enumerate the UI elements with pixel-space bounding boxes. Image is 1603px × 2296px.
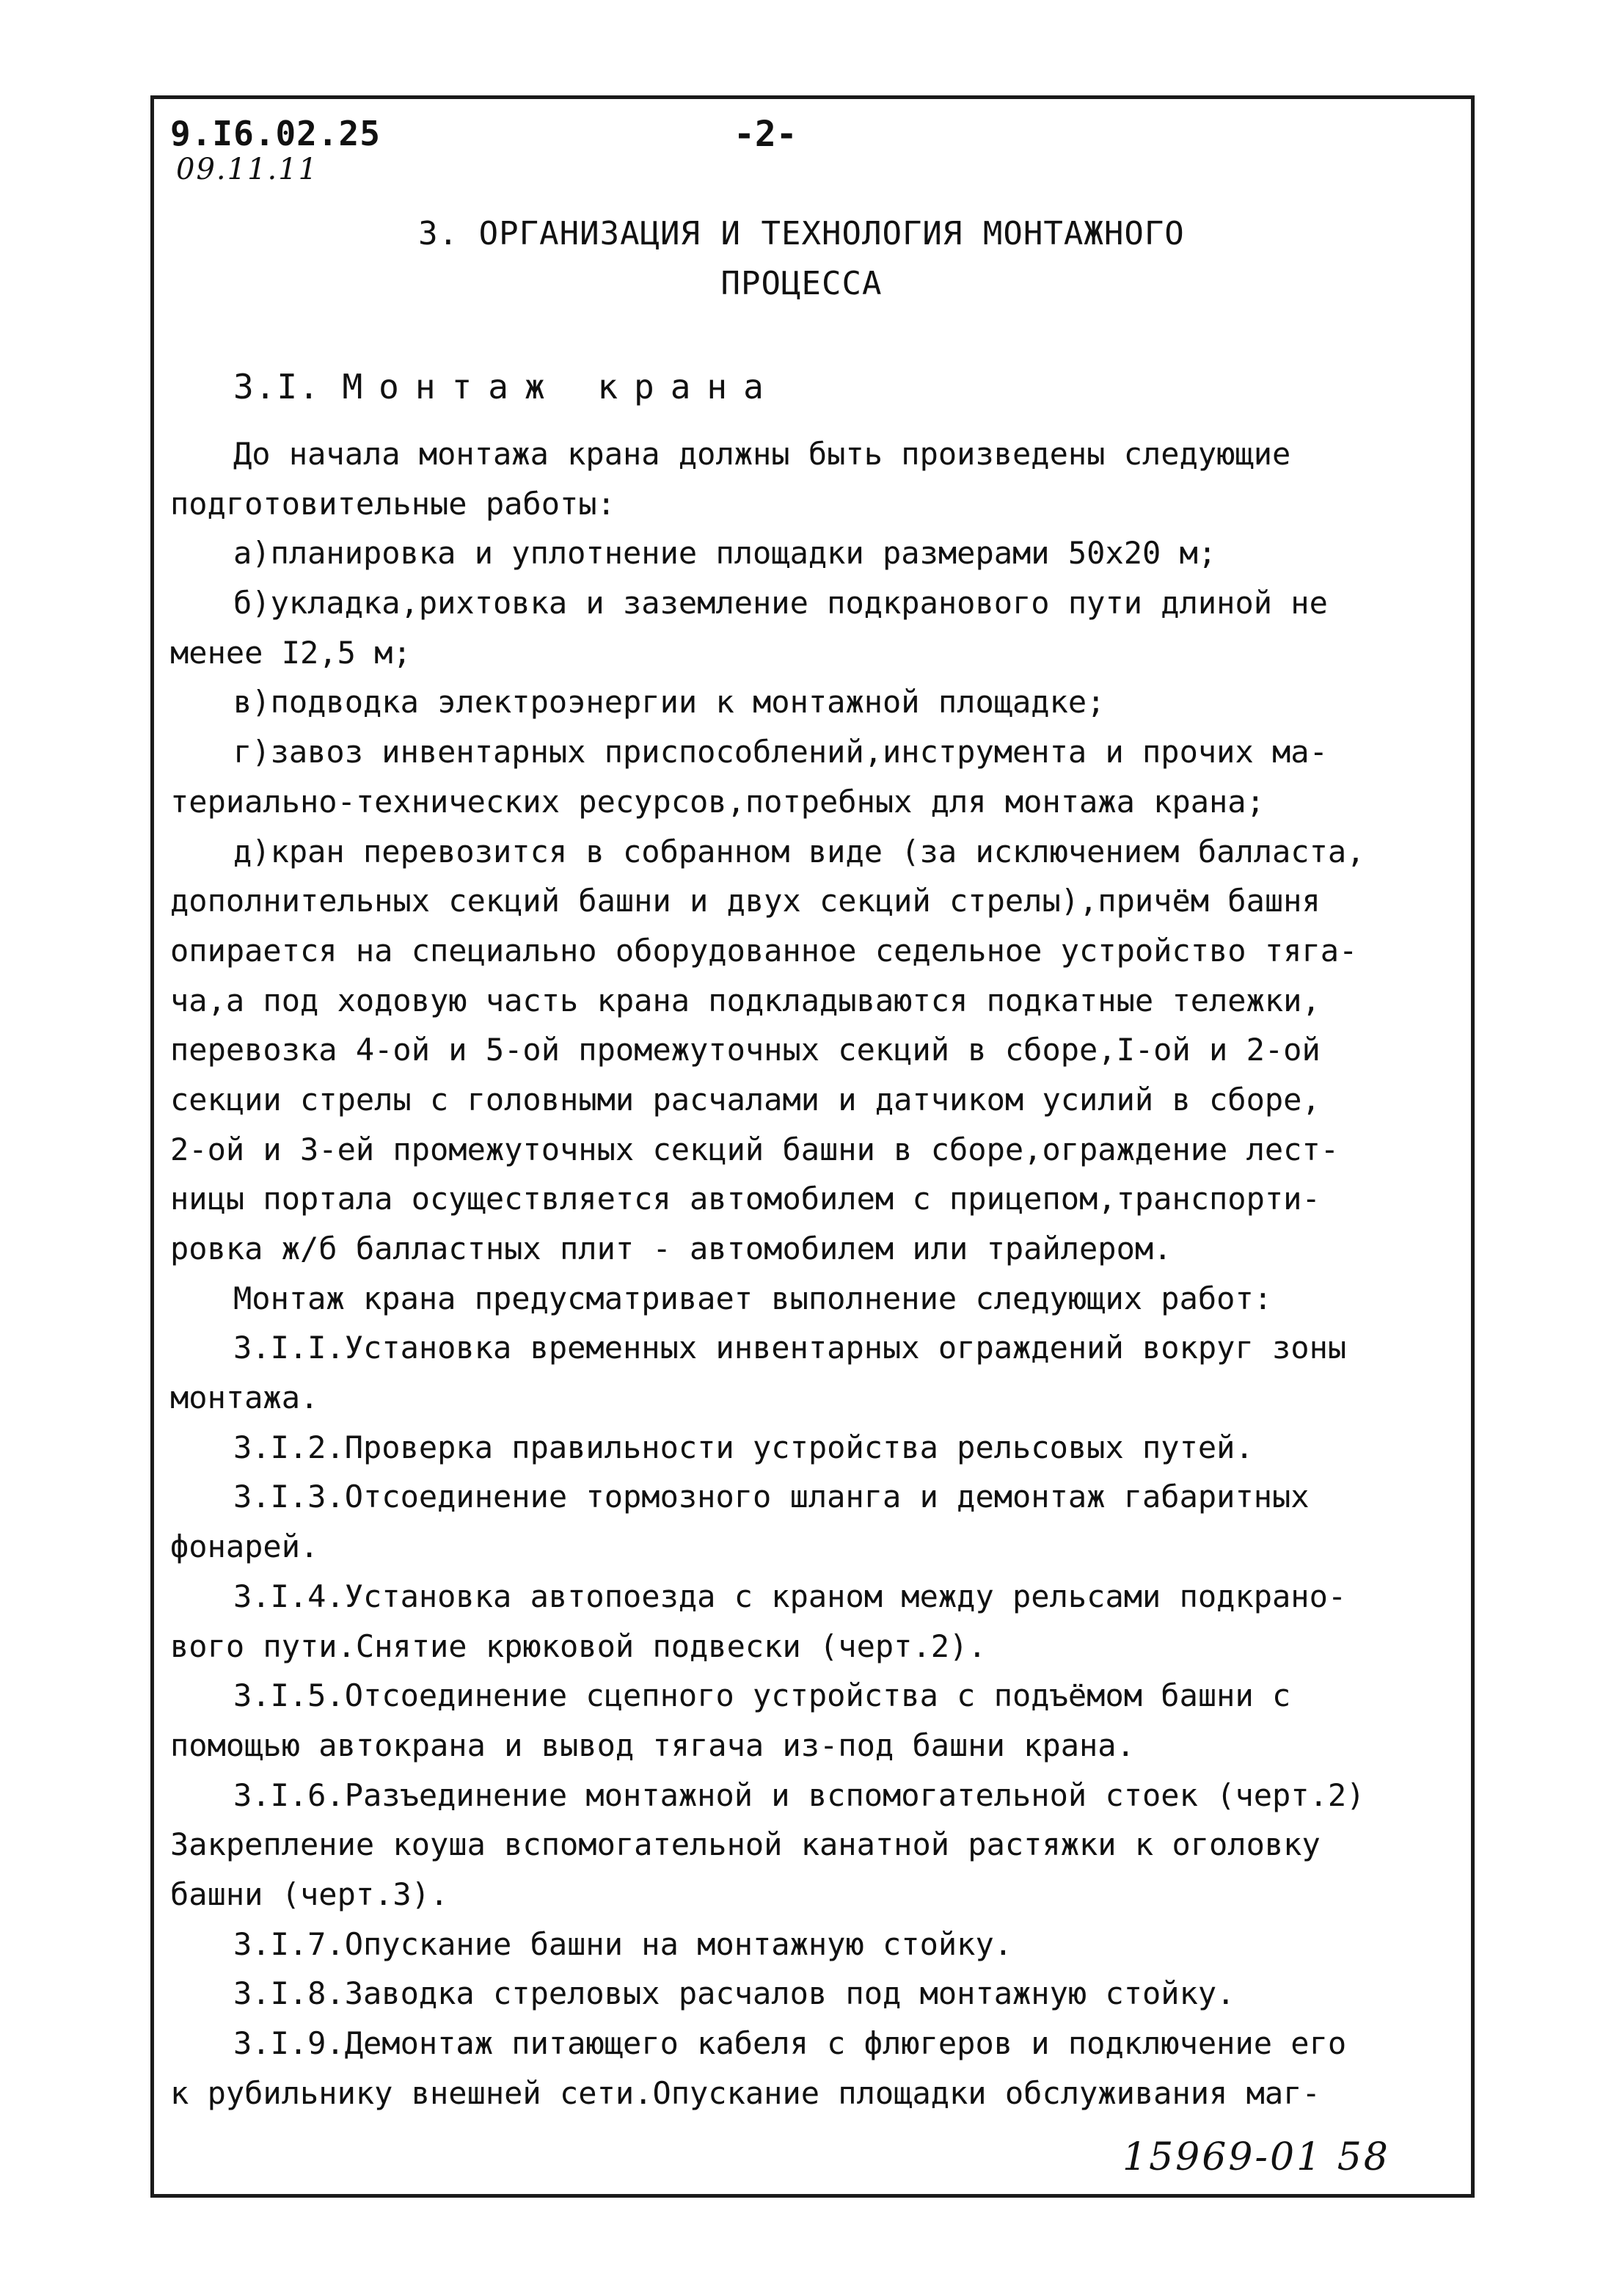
text-line: 3.I.7.Опускание башни на монтажную стойку.	[233, 1925, 1013, 1962]
text-line: ча,а под ходовую часть крана подкладываются подкатные тележки,	[170, 982, 1321, 1018]
text-line: в)подводка электроэнергии к монтажной площадке;	[233, 684, 1106, 721]
text-line: д)кран перевозится в собранном виде (за исключением балласта,	[233, 833, 1365, 870]
text-line: б)укладка,рихтовка и заземление подкранового пути длиной не	[233, 585, 1328, 622]
subsection-heading	[233, 367, 780, 407]
text-line: дополнительных секций башни и двух секций стрелы),причём башня	[170, 883, 1321, 919]
text-line: перевозка 4-ой и 5-ой промежуточных секций в сборе,I-ой и 2-ой	[170, 1032, 1321, 1068]
document-code: 9.I6.02.25	[170, 114, 381, 153]
text-line: териально-технических ресурсов,потребных для монтажа крана;	[170, 783, 1265, 820]
text-line: г)завоз инвентарных приспособлений,инструмента и прочих ма-	[233, 734, 1328, 770]
section-title-line-2: ПРОЦЕССА	[720, 265, 883, 302]
text-line: 3.I.3.Отсоединение тормозного шланга и демонтаж габаритных	[233, 1479, 1310, 1515]
text-line: фонарей.	[170, 1528, 319, 1565]
text-line: 3.I.8.Заводка стреловых расчалов под монтажную стойку.	[233, 1975, 1235, 2012]
handwritten-date: 09.11.11	[176, 153, 319, 186]
text-line: 2-ой и 3-ей промежуточных секций башни в сборе,ограждение лест-	[170, 1131, 1340, 1167]
text-line: 3.I.4.Установка автопоезда с краном между рельсами подкрано-	[233, 1578, 1347, 1614]
text-line: к рубильнику внешней сети.Опускание площадки обслуживания маг-	[170, 2074, 1321, 2111]
text-line: а)планировка и уплотнение площадки размерами 50х20 м;	[233, 535, 1217, 572]
text-line: 3.I.2.Проверка правильности устройства рельсовых путей.	[233, 1429, 1254, 1465]
text-line: менее I2,5 м;	[170, 634, 412, 671]
handwritten-archive-number: 15969-01 58	[1122, 2135, 1390, 2179]
text-line: вого пути.Снятие крюковой подвески (черт.2).	[170, 1628, 987, 1664]
body-text	[170, 429, 1461, 2118]
subsection-number: 3.I.	[233, 367, 321, 407]
text-line: ровка ж/б балластных плит - автомобилем или трайлером.	[170, 1231, 1172, 1267]
text-line: подготовительные работы:	[170, 485, 616, 522]
text-line: 3.I.9.Демонтаж питающего кабеля с флюгеров и подключение его	[233, 2025, 1347, 2061]
text-line: 3.I.I.Установка временных инвентарных ограждений вокруг зоны	[233, 1330, 1347, 1366]
text-line: 3.I.6.Разъединение монтажной и вспомогательной стоек (черт.2)	[233, 1776, 1365, 1813]
text-line: башни (черт.3).	[170, 1876, 449, 1912]
text-line: монтажа.	[170, 1380, 319, 1416]
section-title-line-1: 3. ОРГАНИЗАЦИЯ И ТЕХНОЛОГИЯ МОНТАЖНОГО	[418, 215, 1185, 252]
text-line: ницы портала осуществляется автомобилем с прицепом,транспорти-	[170, 1181, 1321, 1217]
text-line: опирается на специально оборудованное седельное устройство тяга-	[170, 932, 1358, 969]
text-line: До начала монтажа крана должны быть произведены следующие	[233, 436, 1291, 472]
text-line: Закрепление коуша вспомогательной канатной растяжки к оголовку	[170, 1826, 1321, 1863]
text-line: секции стрелы с головными расчалами и датчиком усилий в сборе,	[170, 1081, 1321, 1118]
section-title	[0, 209, 1603, 309]
page-number: -2-	[734, 114, 797, 155]
subsection-title: Монтаж крана	[342, 367, 780, 407]
text-line: помощью автокрана и вывод тягача из-под башни крана.	[170, 1727, 1135, 1763]
text-line: 3.I.5.Отсоединение сцепного устройства с подъёмом башни с	[233, 1677, 1291, 1714]
text-line: Монтаж крана предусматривает выполнение следующих работ:	[233, 1280, 1273, 1316]
